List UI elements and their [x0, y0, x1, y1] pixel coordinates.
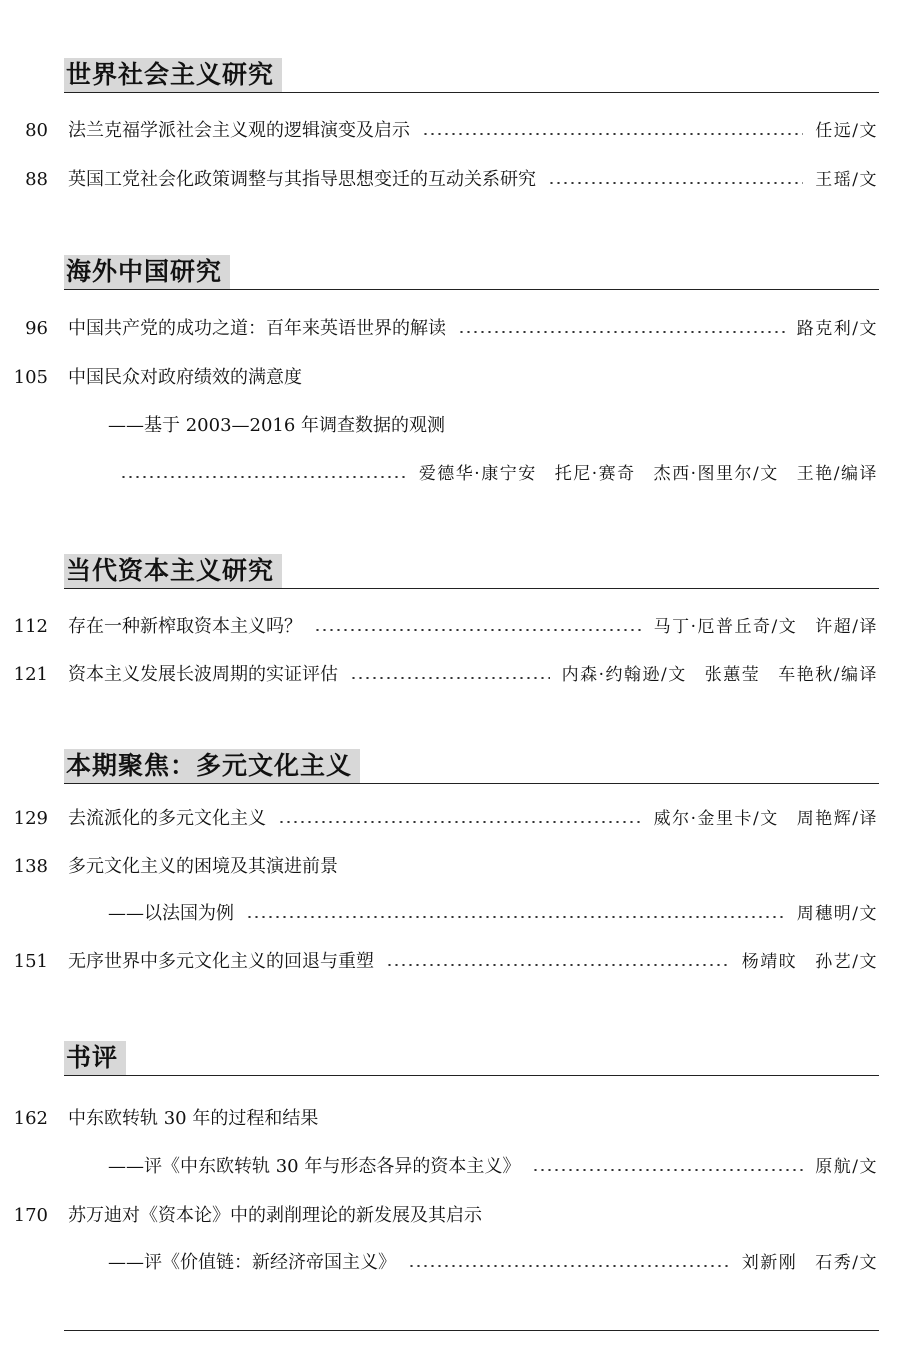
- article-authors: 原航/文: [815, 1157, 878, 1177]
- article-authors: 杨靖旼 孙艺/文: [741, 952, 878, 972]
- leader-dots: [548, 182, 803, 184]
- toc-entry[interactable]: [0, 948, 900, 976]
- section-title: 本期聚焦：多元文化主义: [64, 749, 360, 783]
- section-header: [64, 55, 879, 93]
- article-title: 法兰克福学派社会主义观的逻辑演变及启示: [68, 120, 410, 141]
- toc-entry[interactable]: [0, 805, 900, 833]
- leader-dots: [422, 133, 803, 135]
- page-number: 88: [25, 169, 48, 190]
- page-number: 138: [13, 856, 48, 877]
- leader-dots: [458, 331, 785, 333]
- page-number: 170: [13, 1205, 48, 1226]
- toc-entry[interactable]: [0, 364, 900, 392]
- section-title: 世界社会主义研究: [64, 58, 282, 92]
- article-subtitle: ——基于 2003—2016 年调查数据的观测: [108, 415, 446, 436]
- article-authors: 王瑶/文: [815, 170, 878, 190]
- article-authors: 周穗明/文: [796, 904, 878, 924]
- section-title: 海外中国研究: [64, 255, 230, 289]
- toc-subtitle: [0, 1249, 900, 1277]
- article-authors: 爱德华·康宁安 托尼·赛奇 杰西·图里尔/文 王艳/编译: [418, 464, 878, 484]
- article-title: 去流派化的多元文化主义: [68, 808, 266, 829]
- toc-subtitle: [0, 1153, 900, 1181]
- article-title: 英国工党社会化政策调整与其指导思想变迁的互动关系研究: [68, 169, 536, 190]
- page-number: 129: [13, 808, 48, 829]
- section-header: [64, 1038, 879, 1076]
- article-title: 中国民众对政府绩效的满意度: [68, 367, 302, 388]
- section-header: [64, 746, 879, 784]
- leader-dots: [350, 677, 550, 679]
- bottom-divider: [64, 1330, 879, 1331]
- toc-entry[interactable]: [0, 315, 900, 343]
- leader-dots: [532, 1169, 803, 1171]
- section-contemporary-capitalism: [0, 551, 900, 589]
- section-header: [64, 551, 879, 589]
- toc-authors-line: [0, 460, 900, 488]
- section-book-review: [0, 1038, 900, 1076]
- leader-dots: [246, 916, 785, 918]
- toc-subtitle: [0, 412, 900, 440]
- leader-dots: [314, 629, 642, 631]
- article-title: 无序世界中多元文化主义的回退与重塑: [68, 951, 374, 972]
- article-title: 存在一种新榨取资本主义吗？: [68, 616, 302, 637]
- article-title: 中东欧转轨 30 年的过程和结果: [68, 1108, 319, 1129]
- article-title: 多元文化主义的困境及其演进前景: [68, 856, 338, 877]
- toc-entry[interactable]: [0, 1105, 900, 1133]
- article-authors: 任远/文: [815, 121, 878, 141]
- page-number: 121: [13, 664, 48, 685]
- article-authors: 路克利/文: [796, 319, 878, 339]
- toc-entry[interactable]: [0, 661, 900, 689]
- article-authors: 内森·约翰逊/文 张蕙莹 车艳秋/编译: [561, 665, 878, 685]
- toc-entry[interactable]: [0, 117, 900, 145]
- page-number: 80: [25, 120, 48, 141]
- article-subtitle: ——评《中东欧转轨 30 年与形态各异的资本主义》: [108, 1156, 521, 1177]
- page-number: 162: [13, 1108, 48, 1129]
- toc-subtitle: [0, 900, 900, 928]
- section-header: [64, 252, 879, 290]
- page-number: 96: [25, 318, 48, 339]
- section-world-socialism: [0, 55, 900, 93]
- article-authors: 刘新刚 石秀/文: [741, 1253, 878, 1273]
- article-subtitle: ——以法国为例: [108, 903, 234, 924]
- section-title: 当代资本主义研究: [64, 554, 282, 588]
- article-title: 资本主义发展长波周期的实证评估: [68, 664, 338, 685]
- toc-entry[interactable]: [0, 853, 900, 881]
- leader-dots: [120, 476, 407, 478]
- toc-entry[interactable]: [0, 613, 900, 641]
- leader-dots: [408, 1265, 730, 1267]
- leader-dots: [386, 964, 730, 966]
- page-number: 151: [13, 951, 48, 972]
- toc-entry[interactable]: [0, 166, 900, 194]
- toc-entry[interactable]: [0, 1202, 900, 1230]
- leader-dots: [278, 821, 642, 823]
- article-title: 苏万迪对《资本论》中的剥削理论的新发展及其启示: [68, 1205, 482, 1226]
- article-subtitle: ——评《价值链：新经济帝国主义》: [108, 1252, 396, 1273]
- article-authors: 威尔·金里卡/文 周艳辉/译: [653, 809, 878, 829]
- page-number: 105: [13, 367, 48, 388]
- article-authors: 马丁·厄普丘奇/文 许超/译: [653, 617, 878, 637]
- section-focus-multiculturalism: [0, 746, 900, 784]
- page-number: 112: [13, 616, 48, 637]
- article-title: 中国共产党的成功之道：百年来英语世界的解读: [68, 318, 446, 339]
- section-title: 书评: [64, 1041, 126, 1075]
- section-overseas-china: [0, 252, 900, 290]
